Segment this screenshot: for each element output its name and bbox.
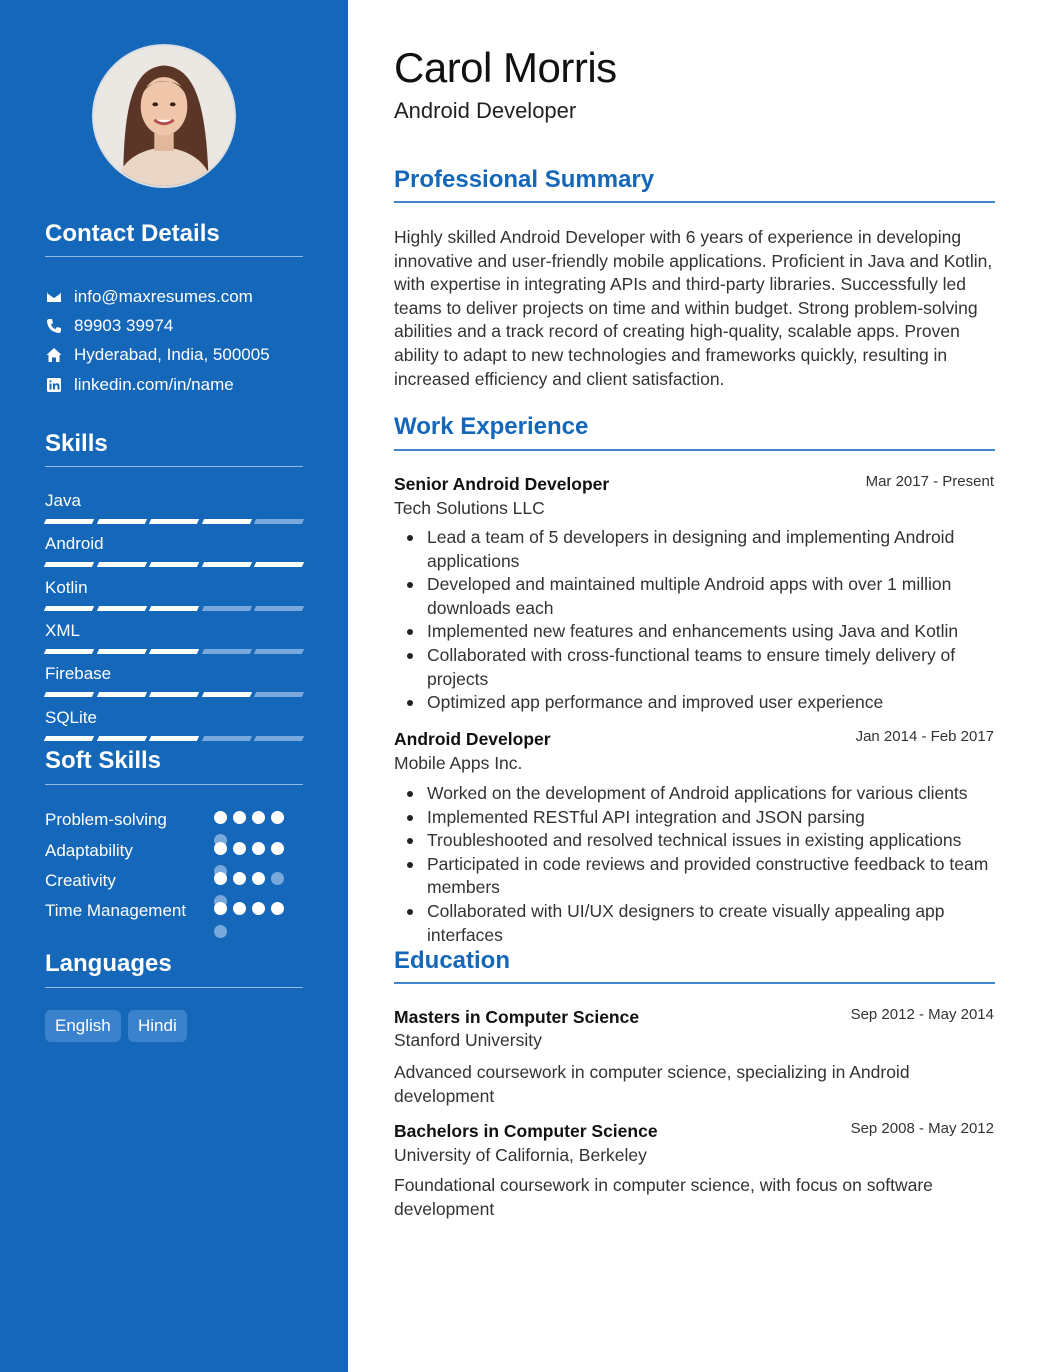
skill-level-segment xyxy=(149,519,199,524)
job-company: Tech Solutions LLC xyxy=(394,498,545,518)
skill-level-bar xyxy=(45,562,303,568)
rating-dot xyxy=(214,925,227,938)
list-item: Implemented new features and enhancements using Java and Kotlin xyxy=(394,620,996,644)
skill-level-segment xyxy=(202,649,252,654)
rating-dot xyxy=(252,811,265,824)
school-name: University of California, Berkeley xyxy=(394,1145,647,1165)
degree-title: Bachelors in Computer Science xyxy=(394,1121,658,1141)
rating-dot xyxy=(252,842,265,855)
soft-skill-label: Creativity xyxy=(45,871,116,890)
skill-level-bar xyxy=(45,606,303,612)
job-bullets xyxy=(394,782,996,947)
rating-dot xyxy=(252,902,265,915)
candidate-name: Carol Morris xyxy=(394,44,617,91)
list-item: Lead a team of 5 developers in designing and implementing Android applications xyxy=(394,526,996,573)
rating-dot xyxy=(233,902,246,915)
skill-level-segment xyxy=(149,736,199,741)
skill-level-segment xyxy=(149,606,199,611)
skill-level-segment xyxy=(254,606,304,611)
skill-level-segment xyxy=(254,736,304,741)
phone-icon xyxy=(45,317,63,335)
rating-dot xyxy=(233,842,246,855)
section-divider xyxy=(45,987,303,988)
skills-section-title: Skills xyxy=(45,430,108,457)
skill-level-segment xyxy=(149,692,199,697)
skill-level-segment xyxy=(44,736,94,741)
skill-level-segment xyxy=(202,692,252,697)
section-divider xyxy=(394,201,995,203)
skill-level-segment xyxy=(149,562,199,567)
rating-dot xyxy=(271,872,284,885)
skill-level-segment xyxy=(96,562,146,567)
rating-dot xyxy=(214,842,227,855)
languages-section-title: Languages xyxy=(45,950,172,977)
skill-level-segment xyxy=(96,519,146,524)
skill-level-segment xyxy=(202,736,252,741)
skill-level-segment xyxy=(44,519,94,524)
skill-level-segment xyxy=(96,649,146,654)
skill-level-segment xyxy=(254,692,304,697)
education-dates: Sep 2012 - May 2014 xyxy=(850,1006,994,1023)
skill-level-segment xyxy=(96,692,146,697)
skill-level-bar xyxy=(45,519,303,525)
skill-label: Java xyxy=(45,491,81,510)
skill-level-segment xyxy=(44,649,94,654)
skill-label: SQLite xyxy=(45,708,97,727)
summary-text: Highly skilled Android Developer with 6 years of experience in developing innovative and user-friendly mobile applications. Proficient in Java and Kotlin, with expertise in integrating APIs and third-party libraries. Successfully led teams to deliver projects on time and within budget. Strong problem-solving abilities and a track record of creating high-quality, scalable apps. Proven ability to adapt to new technologies and frameworks quickly, resulting in increased efficiency and client satisfaction. xyxy=(394,227,993,389)
skill-level-segment xyxy=(254,562,304,567)
skill-level-bar xyxy=(45,736,303,742)
school-name: Stanford University xyxy=(394,1030,542,1050)
skill-level-segment xyxy=(96,606,146,611)
skill-level-bar xyxy=(45,649,303,655)
rating-dot xyxy=(214,811,227,824)
rating-dot xyxy=(252,872,265,885)
soft-skill-rating xyxy=(214,842,284,855)
list-item: Developed and maintained multiple Android apps with over 1 million downloads each xyxy=(394,573,996,620)
education-section-title: Education xyxy=(394,947,511,974)
rating-dot xyxy=(233,872,246,885)
rating-dot xyxy=(271,902,284,915)
sidebar xyxy=(0,0,348,1372)
skill-level-segment xyxy=(254,519,304,524)
contact-linkedin[interactable] xyxy=(45,374,234,396)
contact-address-text: Hyderabad, India, 500005 xyxy=(74,345,270,364)
education-description: Foundational coursework in computer science, with focus on software development xyxy=(394,1175,933,1219)
skill-label: Android xyxy=(45,534,104,553)
section-divider xyxy=(45,466,303,467)
rating-dot xyxy=(271,842,284,855)
soft-skill-rating xyxy=(214,902,284,915)
skill-level-segment xyxy=(96,736,146,741)
list-item: Troubleshooted and resolved technical issues in existing applications xyxy=(394,829,996,853)
soft-skill-rating xyxy=(214,811,284,824)
list-item: Collaborated with cross-functional teams to ensure timely delivery of projects xyxy=(394,644,996,691)
contact-linkedin-text: linkedin.com/in/name xyxy=(74,375,234,394)
job-dates: Mar 2017 - Present xyxy=(865,473,994,490)
linkedin-icon xyxy=(45,376,63,394)
rating-dot xyxy=(214,902,227,915)
section-divider xyxy=(394,449,995,451)
contact-phone[interactable] xyxy=(45,315,173,337)
rating-dot xyxy=(214,872,227,885)
contact-email-text: info@maxresumes.com xyxy=(74,287,253,306)
work-section-title: Work Experience xyxy=(394,413,589,440)
candidate-title: Android Developer xyxy=(394,98,577,123)
avatar xyxy=(92,44,236,188)
skill-level-segment xyxy=(202,562,252,567)
soft-skill-label: Problem-solving xyxy=(45,810,167,829)
contact-email[interactable] xyxy=(45,286,253,308)
skill-level-segment xyxy=(44,562,94,567)
soft-skill-rating xyxy=(214,872,284,885)
list-item: Implemented RESTful API integration and JSON parsing xyxy=(394,806,996,830)
language-chip: English xyxy=(45,1010,121,1042)
soft-skills-section-title: Soft Skills xyxy=(45,747,162,774)
skill-label: Kotlin xyxy=(45,578,88,597)
degree-title: Masters in Computer Science xyxy=(394,1007,640,1027)
skill-level-segment xyxy=(149,649,199,654)
skill-label: Firebase xyxy=(45,664,112,683)
education-dates: Sep 2008 - May 2012 xyxy=(850,1120,994,1137)
contact-section-title: Contact Details xyxy=(45,220,220,247)
education-description: Advanced coursework in computer science, specializing in Android development xyxy=(394,1062,910,1106)
skill-level-segment xyxy=(202,606,252,611)
skill-level-segment xyxy=(202,519,252,524)
summary-section-title: Professional Summary xyxy=(394,166,655,193)
envelope-icon xyxy=(45,288,63,306)
skill-level-segment xyxy=(44,692,94,697)
section-divider xyxy=(45,256,303,257)
job-title: Senior Android Developer xyxy=(394,474,610,494)
skill-level-segment xyxy=(254,649,304,654)
section-divider xyxy=(394,982,995,984)
section-divider xyxy=(45,784,303,785)
list-item: Collaborated with UI/UX designers to create visually appealing app interfaces xyxy=(394,900,996,947)
job-dates: Jan 2014 - Feb 2017 xyxy=(855,728,994,745)
soft-skill-label: Time Management xyxy=(45,901,187,920)
profile-photo xyxy=(94,46,234,186)
skill-label: XML xyxy=(45,621,80,640)
rating-dot xyxy=(233,811,246,824)
soft-skill-label: Adaptability xyxy=(45,841,133,860)
list-item: Optimized app performance and improved user experience xyxy=(394,691,996,715)
job-bullets xyxy=(394,526,996,715)
job-title: Android Developer xyxy=(394,729,551,749)
job-company: Mobile Apps Inc. xyxy=(394,753,523,773)
list-item: Worked on the development of Android applications for various clients xyxy=(394,782,996,806)
skill-level-segment xyxy=(44,606,94,611)
contact-phone-text: 89903 39974 xyxy=(74,316,174,335)
skill-level-bar xyxy=(45,692,303,698)
rating-dot xyxy=(271,811,284,824)
list-item: Participated in code reviews and provided constructive feedback to team members xyxy=(394,853,996,900)
home-icon xyxy=(45,346,63,364)
language-chip: Hindi xyxy=(128,1010,187,1042)
contact-address xyxy=(45,344,270,366)
